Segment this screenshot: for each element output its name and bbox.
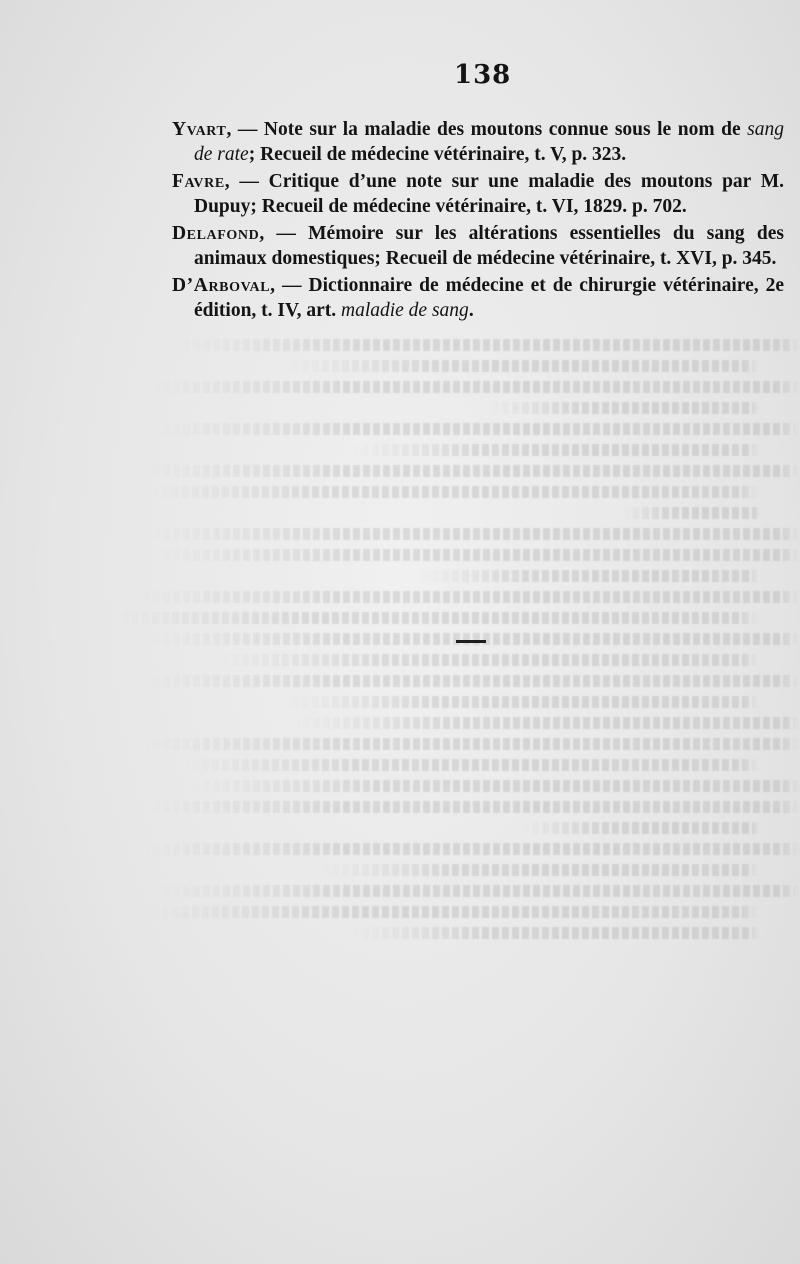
entry-text-end: ; Recueil de médecine vétérinaire, t. V, p. 323.: [248, 143, 627, 165]
end-rule: [456, 640, 486, 643]
bibliography-list: [172, 118, 784, 326]
entry-text-end: .: [468, 299, 474, 321]
entry-author: Yvart: [172, 119, 227, 140]
entry-italic-text: sang de rate: [194, 119, 784, 165]
page-number: 138: [454, 60, 512, 90]
entry-text: , — Critique d’une note sur une maladie des moutons par M. Dupuy; Recueil de médecine vétérinaire, t. VI, 1829. p. 702.: [194, 171, 784, 217]
bibliography-entry: [172, 170, 784, 219]
entry-text: , — Dictionnaire de médecine et de chirurgie vétérinaire, 2e édition, t. IV, art.: [194, 275, 784, 321]
bibliography-entry: [172, 222, 784, 271]
entry-italic-text: maladie de sang: [340, 299, 469, 321]
entry-author: Delafond: [172, 223, 260, 244]
entry-author: Favre: [172, 171, 225, 192]
entry-text: , — Note sur la maladie des moutons connue sous le nom de: [226, 119, 748, 140]
bibliography-entry: [172, 274, 784, 323]
entry-text: , — Mémoire sur les altérations essentielles du sang des animaux domestiques; Recueil de médecine vétérinaire, t. XVI, p. 345.: [194, 223, 784, 269]
reverse-side-show-through: [120, 330, 800, 1210]
bibliography-entry: [172, 118, 784, 167]
entry-author: D’Arboval: [172, 275, 271, 296]
